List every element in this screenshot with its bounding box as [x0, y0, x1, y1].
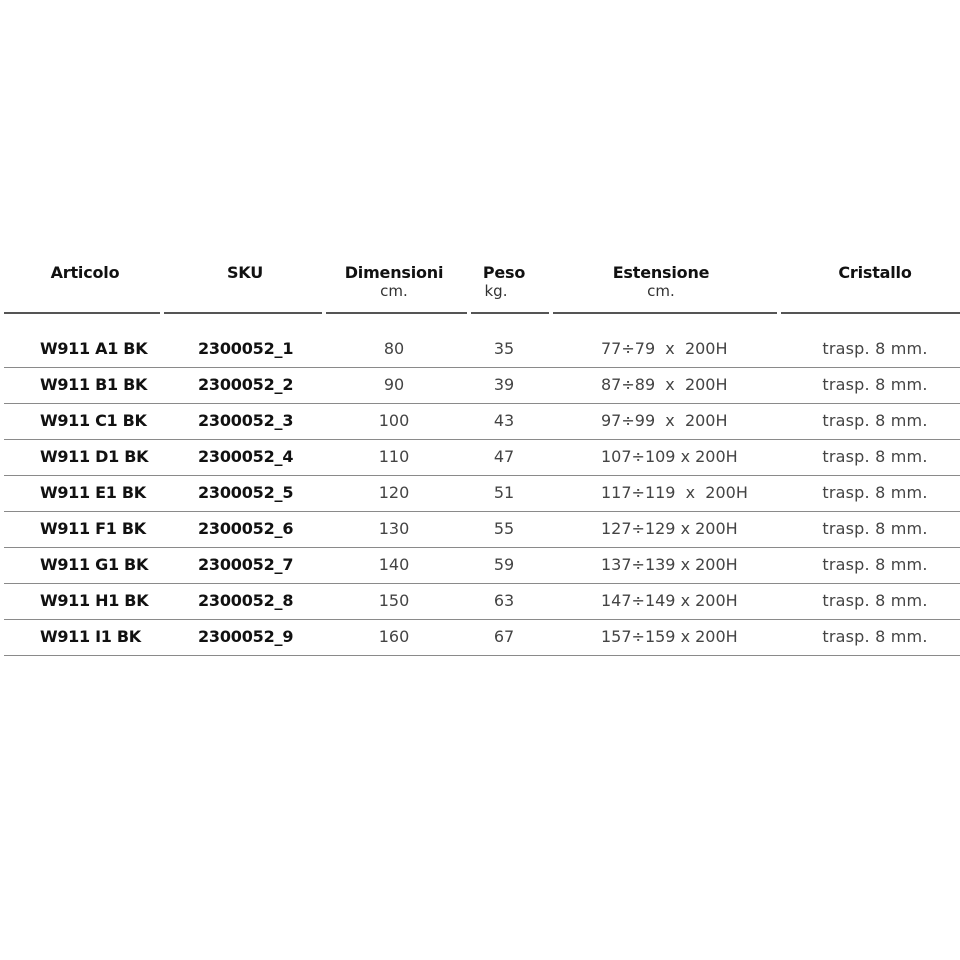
cristallo-cell: trasp. 8 mm.: [822, 411, 928, 430]
sku-cell: 2300052_9: [198, 627, 294, 646]
peso-cell: 47: [493, 447, 515, 466]
header-title: Estensione: [612, 263, 710, 282]
sku-cell: 2300052_8: [198, 591, 294, 610]
cristallo-cell: trasp. 8 mm.: [822, 591, 928, 610]
dimensioni-cell: 160: [378, 627, 410, 646]
row-divider: [4, 655, 960, 656]
header-divider: [4, 312, 960, 314]
estensione-cell: 157÷159 x 200H: [601, 627, 738, 646]
table-row: [0, 476, 960, 512]
table-row: [0, 368, 960, 404]
peso-cell: 51: [493, 483, 515, 502]
articolo-cell: W911 G1 BK: [40, 555, 149, 574]
table-row: [0, 404, 960, 440]
dimensioni-cell: 130: [378, 519, 410, 538]
sku-cell: 2300052_2: [198, 375, 294, 394]
peso-cell: 55: [493, 519, 515, 538]
articolo-cell: W911 F1 BK: [40, 519, 146, 538]
peso-cell: 59: [493, 555, 515, 574]
articolo-cell: W911 A1 BK: [40, 339, 148, 358]
peso-cell: 43: [493, 411, 515, 430]
dimensioni-cell: 80: [383, 339, 405, 358]
header-sku: [205, 264, 285, 282]
cristallo-cell: trasp. 8 mm.: [822, 375, 928, 394]
dimensioni-cell: 100: [378, 411, 410, 430]
header-title: Articolo: [50, 263, 120, 282]
articolo-cell: W911 E1 BK: [40, 483, 146, 502]
dimensioni-cell: 110: [378, 447, 410, 466]
header-estensione: [601, 264, 721, 300]
sku-cell: 2300052_6: [198, 519, 294, 538]
peso-cell: 35: [493, 339, 515, 358]
estensione-cell: 137÷139 x 200H: [601, 555, 738, 574]
sku-cell: 2300052_3: [198, 411, 294, 430]
cristallo-cell: trasp. 8 mm.: [822, 627, 928, 646]
dimensioni-cell: 140: [378, 555, 410, 574]
articolo-cell: W911 C1 BK: [40, 411, 147, 430]
estensione-cell: 117÷119 x 200H: [601, 483, 748, 502]
cristallo-cell: trasp. 8 mm.: [822, 339, 928, 358]
sku-cell: 2300052_1: [198, 339, 294, 358]
header-title: SKU: [226, 263, 264, 282]
estensione-cell: 97÷99 x 200H: [601, 411, 728, 430]
cristallo-cell: trasp. 8 mm.: [822, 447, 928, 466]
articolo-cell: W911 B1 BK: [40, 375, 148, 394]
dimensioni-cell: 150: [378, 591, 410, 610]
table-row: [0, 584, 960, 620]
header-unit: cm.: [647, 282, 675, 300]
dimensioni-cell: 90: [383, 375, 405, 394]
sku-cell: 2300052_7: [198, 555, 294, 574]
header-articolo: [40, 264, 130, 282]
cristallo-cell: trasp. 8 mm.: [822, 555, 928, 574]
header-dimensioni: [342, 264, 446, 300]
table-row: [0, 512, 960, 548]
table-row: [0, 440, 960, 476]
estensione-cell: 107÷109 x 200H: [601, 447, 738, 466]
articolo-cell: W911 D1 BK: [40, 447, 149, 466]
table-row: [0, 332, 960, 368]
table-row: [0, 548, 960, 584]
articolo-cell: W911 H1 BK: [40, 591, 149, 610]
cristallo-cell: trasp. 8 mm.: [822, 519, 928, 538]
cristallo-cell: trasp. 8 mm.: [822, 483, 928, 502]
sku-cell: 2300052_4: [198, 447, 294, 466]
peso-cell: 39: [493, 375, 515, 394]
header-cristallo: [820, 264, 930, 282]
estensione-cell: 127÷129 x 200H: [601, 519, 738, 538]
header-unit: kg.: [484, 282, 508, 300]
estensione-cell: 77÷79 x 200H: [601, 339, 728, 358]
header-title: Peso: [482, 263, 526, 282]
peso-cell: 63: [493, 591, 515, 610]
header-peso: [470, 264, 538, 300]
header-title: Dimensioni: [344, 263, 444, 282]
articolo-cell: W911 I1 BK: [40, 627, 141, 646]
table-row: [0, 620, 960, 656]
peso-cell: 67: [493, 627, 515, 646]
dimensioni-cell: 120: [378, 483, 410, 502]
header-title: Cristallo: [838, 263, 912, 282]
sku-cell: 2300052_5: [198, 483, 294, 502]
estensione-cell: 87÷89 x 200H: [601, 375, 728, 394]
header-unit: cm.: [380, 282, 408, 300]
estensione-cell: 147÷149 x 200H: [601, 591, 738, 610]
